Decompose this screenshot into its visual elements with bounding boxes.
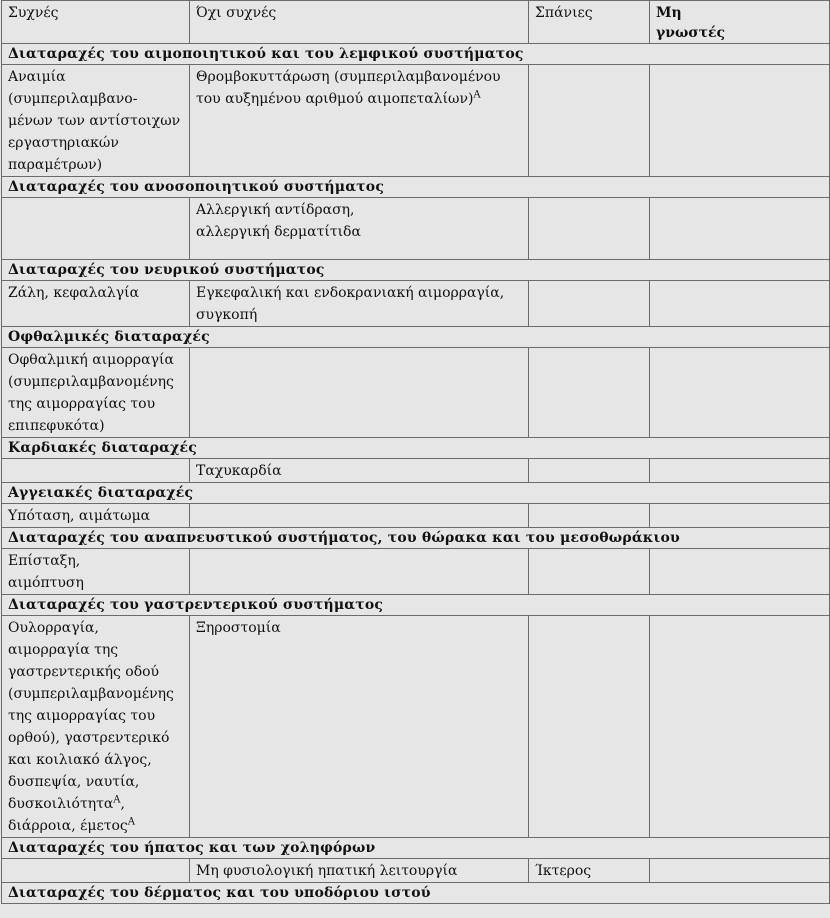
cell-unknown <box>650 459 830 483</box>
cell-line: (συμπεριλαμβανομένης <box>8 686 174 702</box>
footnote-marker: A <box>127 816 135 828</box>
cell-rare <box>529 348 650 438</box>
section-title: Καρδιακές διαταραχές <box>2 438 830 459</box>
cell-uncommon <box>190 65 529 177</box>
cell-rare <box>529 198 650 260</box>
cell-line: της αιμορραγίας του <box>8 708 156 724</box>
cell-line: δυσπεψία, ναυτία, <box>8 774 140 790</box>
cell-rare: Ίκτερος <box>529 859 650 883</box>
cell-line <box>8 793 183 815</box>
cell-uncommon <box>190 504 529 528</box>
table-row <box>2 616 830 838</box>
cell-uncommon <box>190 348 529 438</box>
cell-common: Υπόταση, αιμάτωμα <box>2 504 190 528</box>
cell-line: ορθού), γαστρεντερικό <box>8 730 170 746</box>
cell-line: αιμορραγία της <box>8 642 119 658</box>
cell-unknown <box>650 859 830 883</box>
header-row <box>2 1 830 44</box>
section-title: Διαταραχές του αιμοποιητικού και του λεμφικού συστήματος <box>2 44 830 65</box>
section-title: Διαταραχές του νευρικού συστήματος <box>2 260 830 281</box>
cell-common <box>2 198 190 260</box>
table-row <box>2 504 830 528</box>
table-row <box>2 281 830 327</box>
cell-common: Οφθαλμική αιμορραγία (συμπεριλαμβανομένης της αιμορραγίας του επιπεφυκότα) <box>2 348 190 438</box>
section-title: Διαταραχές του ανοσοποιητικού συστήματος <box>2 177 830 198</box>
header-rare: Σπάνιες <box>529 1 650 44</box>
footnote-marker: A <box>113 794 121 806</box>
section-row <box>2 177 830 198</box>
table-row <box>2 198 830 260</box>
section-row <box>2 883 830 904</box>
cell-text: Θρομβοκυττάρωση (συμπεριλαμβανομένου του αυξημένου αριθμού αιμοπεταλίων) <box>196 69 501 107</box>
cell-rare <box>529 616 650 838</box>
cell-uncommon: Ταχυκαρδία <box>190 459 529 483</box>
cell-uncommon <box>190 549 529 595</box>
section-row <box>2 838 830 859</box>
table-row <box>2 859 830 883</box>
cell-unknown <box>650 65 830 177</box>
cell-text: δυσκοιλιότητα <box>8 796 114 812</box>
cell-common <box>2 859 190 883</box>
section-row <box>2 44 830 65</box>
adverse-reactions-table <box>1 0 830 904</box>
table-row <box>2 348 830 438</box>
cell-text: διάρροια, έμετος <box>8 818 128 834</box>
header-common: Συχνές <box>2 1 190 44</box>
section-row <box>2 595 830 616</box>
section-title: Αγγειακές διαταραχές <box>2 483 830 504</box>
cell-rare <box>529 65 650 177</box>
table-row <box>2 549 830 595</box>
cell-common: Αναιμία (συμπεριλαμβανο- μένων των αντίστοιχων εργαστηριακών παραμέτρων) <box>2 65 190 177</box>
cell-common: Ζάλη, κεφαλαλγία <box>2 281 190 327</box>
cell-uncommon: Αλλεργική αντίδραση, αλλεργική δερματίτιδα <box>190 198 529 260</box>
cell-rare <box>529 459 650 483</box>
cell-unknown <box>650 616 830 838</box>
header-uncommon: Όχι συχνές <box>190 1 529 44</box>
section-title: Διαταραχές του δέρματος και του υποδόριου ιστού <box>2 883 830 904</box>
cell-uncommon: Ξηροστομία <box>190 616 529 838</box>
cell-line <box>8 815 183 837</box>
cell-rare <box>529 549 650 595</box>
section-title: Διαταραχές του ήπατος και των χοληφόρων <box>2 838 830 859</box>
cell-uncommon: Μη φυσιολογική ηπατική λειτουργία <box>190 859 529 883</box>
header-unknown: Μη γνωστές <box>650 1 830 44</box>
cell-common <box>2 459 190 483</box>
section-row <box>2 260 830 281</box>
section-row <box>2 528 830 549</box>
table-row <box>2 65 830 177</box>
footnote-marker: A <box>473 89 481 101</box>
cell-line: γαστρεντερικής οδού <box>8 664 160 680</box>
cell-common: Επίσταξη, αιμόπτυση <box>2 549 190 595</box>
cell-rare <box>529 504 650 528</box>
section-row <box>2 483 830 504</box>
cell-common <box>2 616 190 838</box>
cell-text: , <box>120 796 125 812</box>
cell-uncommon: Εγκεφαλική και ενδοκρανιακή αιμορραγία, συγκοπή <box>190 281 529 327</box>
cell-rare <box>529 281 650 327</box>
cell-unknown <box>650 348 830 438</box>
section-title: Διαταραχές του γαστρεντερικού συστήματος <box>2 595 830 616</box>
cell-unknown <box>650 281 830 327</box>
section-row <box>2 327 830 348</box>
cell-unknown <box>650 504 830 528</box>
section-row <box>2 438 830 459</box>
section-title: Οφθαλμικές διαταραχές <box>2 327 830 348</box>
section-title: Διαταραχές του αναπνευστικού συστήματος, του θώρακα και του μεσοθωράκιου <box>2 528 830 549</box>
cell-unknown <box>650 198 830 260</box>
table-row <box>2 459 830 483</box>
cell-line: και κοιλιακό άλγος, <box>8 752 152 768</box>
cell-unknown <box>650 549 830 595</box>
cell-line: Ουλορραγία, <box>8 620 99 636</box>
